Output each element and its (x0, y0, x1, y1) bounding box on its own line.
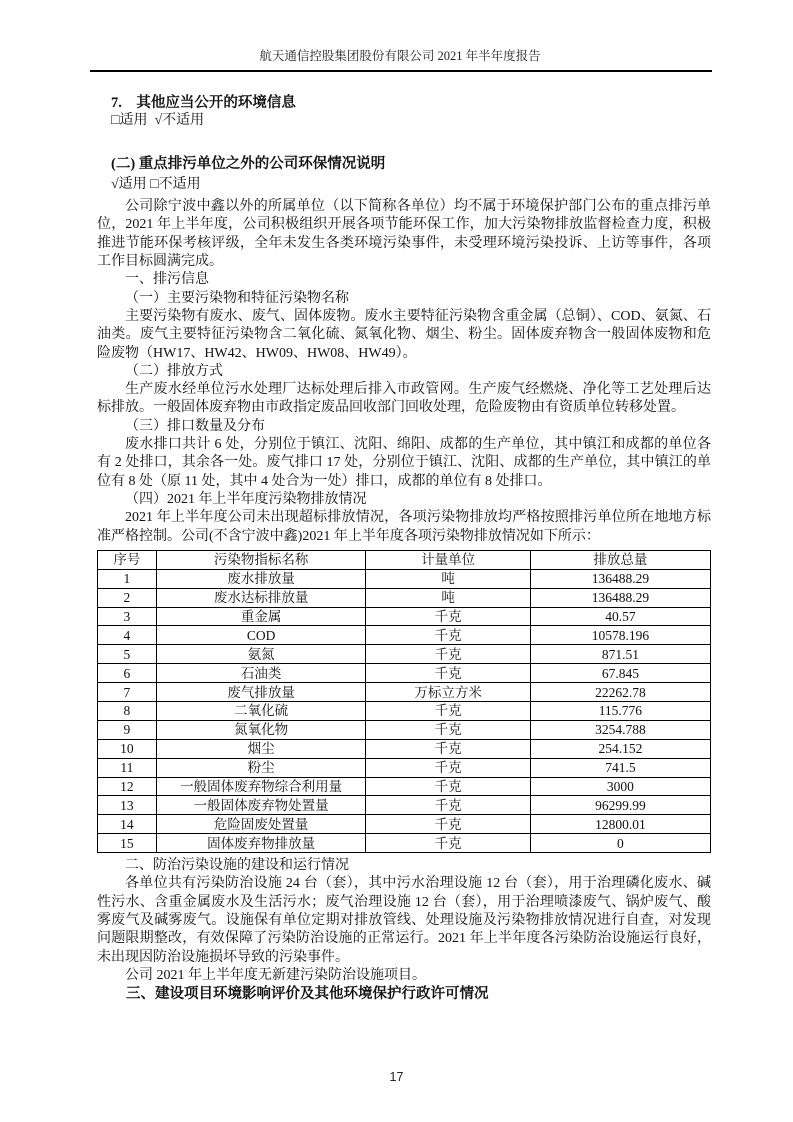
table-cell: 一般固体废弃物综合利用量 (156, 777, 366, 796)
table-cell: 千克 (366, 796, 530, 815)
table-cell: 石油类 (156, 664, 366, 683)
section-7-heading: 7. 其他应当公开的环境信息 (111, 95, 296, 111)
table-cell: 3 (98, 607, 157, 626)
table-cell: 22262.78 (530, 683, 710, 702)
table-cell: 千克 (366, 758, 530, 777)
table-cell: 136488.29 (530, 588, 710, 607)
table-cell: 871.51 (530, 645, 710, 664)
table-cell: 千克 (366, 720, 530, 739)
table-cell: 10 (98, 739, 157, 758)
table-row (98, 569, 711, 588)
table-cell: 千克 (366, 815, 530, 834)
table-cell: 氨氮 (156, 645, 366, 664)
table-row (98, 588, 711, 607)
table-row (98, 683, 711, 702)
table-row (98, 701, 711, 720)
report-header-title: 航天通信控股集团股份有限公司 2021 年半年度报告 (259, 49, 541, 63)
table-body (98, 569, 711, 852)
table-row (98, 626, 711, 645)
table-cell: 废水排放量 (156, 569, 366, 588)
table-cell: 千克 (366, 739, 530, 758)
table-cell: 氮氧化物 (156, 720, 366, 739)
table-cell: 6 (98, 664, 157, 683)
table-cell: 10578.196 (530, 626, 710, 645)
table-row (98, 834, 711, 853)
table-header-cell: 序号 (98, 550, 157, 569)
table-cell: 9 (98, 720, 157, 739)
table-cell: 8 (98, 701, 157, 720)
paragraph-company-intro: 公司除宁波中鑫以外的所属单位（以下简称各单位）均不属于环境保护部门公布的重点排污单位，2021 年上半年度，公司积极组织开展各项节能环保工作，加大污染物排放监督检查力度，积极推进节能环保考核评级，全年未发生各类环境污染事件，未受理环境污染投诉、上访等事件，各项工作目标圆满完成。 (97, 199, 711, 270)
table-cell: 741.5 (530, 758, 710, 777)
table-cell: 吨 (366, 588, 530, 607)
table-cell: 136488.29 (530, 569, 710, 588)
table-cell: 13 (98, 796, 157, 815)
paragraph-discharge-method: 生产废水经单位污水处理厂达标处理后排入市政管网。生产废气经燃烧、净化等工艺处理后达标排放。一般固体废弃物由市政指定废品回收部门回收处理，危险废物由有资质单位转移处置。 (97, 382, 711, 416)
table-cell: 11 (98, 758, 157, 777)
table-cell: 96299.99 (530, 796, 710, 815)
subsection-2-applicability: √适用 □不适用 (111, 176, 201, 192)
subsection-2-heading: (二) 重点排污单位之外的公司环保情况说明 (111, 155, 386, 172)
page-number: 17 (389, 1070, 404, 1084)
heading-pollution-facilities: 二、防治污染设施的建设和运行情况 (125, 858, 349, 874)
table-cell: 吨 (366, 569, 530, 588)
table-cell: 固体废弃物排放量 (156, 834, 366, 853)
paragraph-pollution-facilities: 各单位共有污染防治设施 24 台（套），其中污水治理设施 12 台（套），用于治理磷化废水、碱性污水、含重金属废水及生活污水；废气治理设施 12 台（套），用于治理喷漆废气、锅炉废气、酸雾废气及碱雾废气。设施保有单位定期对排放管线、处理设施及污染物排放情况进行自查，对发现问题限期整改，有效保障了污染防治设施的正常运行。2021 年上半年度各污染防治设施运行良好，未出现因防治设施损坏导致的污染事件。 (97, 876, 711, 965)
heading-discharge-method: （二）排放方式 (125, 363, 223, 379)
table-cell: 千克 (366, 664, 530, 683)
table-cell: 15 (98, 834, 157, 853)
table-cell: 12800.01 (530, 815, 710, 834)
table-cell: 14 (98, 815, 157, 834)
table-cell: 4 (98, 626, 157, 645)
table-cell: 千克 (366, 607, 530, 626)
page-content (97, 94, 711, 1003)
table-cell: 7 (98, 683, 157, 702)
table-cell: 废水达标排放量 (156, 588, 366, 607)
table-cell: 5 (98, 645, 157, 664)
heading-construction-eia: 三、建设项目环境影响评价及其他环境保护行政许可情况 (126, 986, 489, 1003)
table-cell: 12 (98, 777, 157, 796)
heading-main-pollutants: （一）主要污染物和特征污染物名称 (125, 290, 349, 306)
table-row (98, 815, 711, 834)
table-row (98, 645, 711, 664)
table-row (98, 758, 711, 777)
section-7-applicability: □适用 √不适用 (111, 113, 205, 129)
table-cell: COD (156, 626, 366, 645)
table-row (98, 720, 711, 739)
heading-discharge-info: 一、排污信息 (125, 272, 209, 288)
table-cell: 67.845 (530, 664, 710, 683)
table-cell: 3000 (530, 777, 710, 796)
table-cell: 2 (98, 588, 157, 607)
table-header-cell: 排放总量 (530, 550, 710, 569)
table-cell: 千克 (366, 834, 530, 853)
table-cell: 115.776 (530, 701, 710, 720)
table-header-cell: 计量单位 (366, 550, 530, 569)
table-row (98, 739, 711, 758)
table-cell: 千克 (366, 701, 530, 720)
pollutant-emission-table (97, 550, 711, 853)
table-head (98, 550, 711, 569)
table-row (98, 607, 711, 626)
table-row (98, 664, 711, 683)
table-cell: 粉尘 (156, 758, 366, 777)
table-cell: 万标立方米 (366, 683, 530, 702)
table-cell: 千克 (366, 645, 530, 664)
table-cell: 废气排放量 (156, 683, 366, 702)
table-header-cell: 污染物指标名称 (156, 550, 366, 569)
table-cell: 一般固体废弃物处置量 (156, 796, 366, 815)
table-cell: 重金属 (156, 607, 366, 626)
table-cell: 千克 (366, 777, 530, 796)
table-cell: 千克 (366, 626, 530, 645)
heading-emission-status: （四）2021 年上半年度污染物排放情况 (125, 491, 367, 507)
table-cell: 254.152 (530, 739, 710, 758)
paragraph-no-new-facilities: 公司 2021 年上半年度无新建污染防治设施项目。 (125, 967, 426, 983)
heading-outlet-distribution: （三）排口数量及分布 (125, 418, 265, 434)
table-row (98, 796, 711, 815)
table-row (98, 777, 711, 796)
table-cell: 40.57 (530, 607, 710, 626)
header-rule (90, 70, 712, 72)
paragraph-emission-status: 2021 年上半年度公司未出现超标排放情况，各项污染物排放均严格按照排污单位所在地地方标准严格控制。公司(不含宁波中鑫)2021 年上半年度各项污染物排放情况如下所示： (97, 510, 711, 544)
paragraph-outlet-distribution: 废水排口共计 6 处，分别位于镇江、沈阳、绵阳、成都的生产单位，其中镇江和成都的单位各有 2 处排口，其余各一处。废气排口 17 处，分别位于镇江、沈阳、成都的生产单位，其中镇江的单位有 8 处（原 11 处，其中 4 处合为一处）排口，成都的单位有 8 处排口。 (97, 437, 711, 489)
table-cell: 0 (530, 834, 710, 853)
table-cell: 烟尘 (156, 739, 366, 758)
table-cell: 1 (98, 569, 157, 588)
table-cell: 3254.788 (530, 720, 710, 739)
paragraph-main-pollutants: 主要污染物有废水、废气、固体废物。废水主要特征污染物含重金属（总铜）、COD、氨氮、石油类。废气主要特征污染物含二氧化硫、氮氧化物、烟尘、粉尘。固体废弃物含一般固体废物和危险废物（HW17、HW42、HW09、HW08、HW49）。 (97, 308, 711, 361)
table-header-row (98, 550, 711, 569)
table-cell: 二氧化硫 (156, 701, 366, 720)
table-cell: 危险固废处置量 (156, 815, 366, 834)
